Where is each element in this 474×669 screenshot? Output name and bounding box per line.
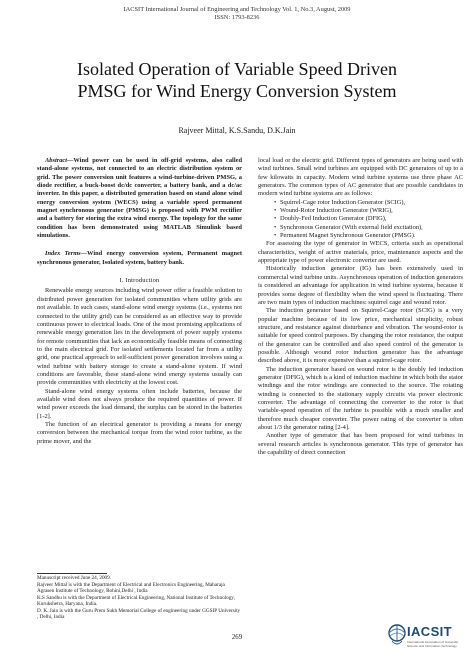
list-item: • Squirrel-Cage rotor Induction Generator (SCIG), [274, 199, 463, 207]
page-number: 269 [231, 634, 243, 641]
abstract-lead: Abstract [45, 157, 68, 164]
title-line-1: Isolated Operation of Variable Speed Driven [76, 59, 398, 79]
footnote-author-1: Rajveer Mittal is with the Department of Electrical and Electronics Engineering, Maharaja Agrasen Institute of Technology, Rohini,Delhi , India [37, 581, 225, 594]
author-list: Rajveer Mittal, K.S.Sandu, D.K.Jain [178, 126, 296, 135]
abstract-text: —Wind power can be used in off-grid systems, also called stand-alone systems, not connected to an electric distribution system or grid. The power conversion unit features a wind-turbine-driven PMSG, a diode rectifier, a buck-boost dc/dc converter, a battery bank, and a dc/ac inverter. In this paper, a distributed generation based on stand alone wind energy conversion system (WECS) using a variable speed permanent magnet synchronous generator (PMSG) is proposed with PWM rectifier and a battery for storing the extra wind energy. The topology for the same condition has been demonstrated using MATLAB Simulink based simulations. [37, 157, 242, 240]
abstract [37, 157, 242, 240]
right-paragraph-2: For assessing the type of generator in WECS, criteria such as operational characteristics, weight of active materials, price, maintenance aspects and the appropriate type of power electronic converter are used. [258, 240, 463, 265]
intro-paragraph-2: Stand-alone wind energy systems often include batteries, because the available wind does not always produce the required quantities of power. If wind power exceeds the load demand, the surplus can be stored in the batteries [1-2]. [37, 387, 242, 420]
footnote-author-3: D. K. Jain is with the Guru Prem Sukh Memorial College of engineering under GGSIP University , Delhi, India [37, 607, 241, 620]
footnote-divider [37, 573, 107, 574]
logo-text: IACSIT [407, 624, 453, 639]
introduction-heading: I. Introduction [119, 277, 160, 285]
index-terms-text: —Wind energy conversion system, Permanent magnet synchronous generator, Isolated system, battery bank. [37, 250, 242, 266]
left-column [37, 157, 242, 446]
journal-issn: ISSN: 1793-8236 [214, 14, 260, 21]
right-paragraph-5: The induction generator based on wound rotor is the doubly fed induction generator (DFIG), which is a kind of induction machine in which both the stator windings and the rotor windings are connected to the source. The rotating winding is connected to the stationary supply circuits via power electronic converter. The advantage of connecting the converter to the rotor is that variable-speed operation of the turbine is possible with a much smaller and therefore much cheaper converter. The power rating of the converter is often about 1/3 the generator rating [2-4]. [258, 365, 463, 431]
list-item: • Synchronous Generator (With external field excitation), [274, 224, 463, 232]
footnote-received: Manuscript received June 24, 2009. [37, 575, 112, 581]
logo-tagline: International Association of Computer Science and Information Technology [407, 640, 459, 648]
title-line-2: PMSG for Wind Energy Conversion System [77, 81, 397, 101]
right-paragraph-4: The induction generator based on Squirrel-Cage rotor (SCIG) is a very popular machine because of its low price, mechanical simplicity, robust structure, and resistance against disturbance and vibration. The wound-rotor is suitable for speed control purposes. By changing the rotor resistance, the output of the generator can be controlled and also speed control of the generator is possible. Although wound rotor induction generator has the advantage described above, it is more expensive than a squirrel-cage rotor. [258, 307, 463, 365]
paper-title [30, 58, 444, 102]
right-paragraph-6: Another type of generator that has been proposed for wind turbines in several research articles is synchronous generator. This type of generator has the capability of direct connection [258, 432, 463, 457]
right-column [258, 157, 463, 457]
list-item: • Wound-Rotor Induction Generator (WRIG), [274, 207, 463, 215]
journal-header [0, 6, 474, 22]
right-paragraph-1: local load or the electric grid. Different types of generators are being used with wind turbines. Small wind turbines are equipped with DC generators of up to a few kilowatts in capacity. Modern wind turbine systems use three phase AC generators. The common types of AC generator that are possible candidates in modern wind turbine systems are as follows: [258, 157, 463, 198]
journal-line: IACSIT International Journal of Engineering and Technology Vol. 1, No.3, August, 2009 [123, 6, 351, 13]
index-terms-lead: Index Terms [45, 250, 81, 258]
footnote-author-2: K.S Sandhu is with the Department of Electrical Engineering, National Institute of Technology, Kurukshetra, Haryana, India. [37, 594, 235, 607]
index-terms [37, 250, 242, 267]
intro-paragraph-3: The function of an electrical generator is providing a means for energy conversion between the mechanical torque from the wind rotor turbine, as the prime mover, and the [37, 420, 242, 445]
intro-paragraph-1: Renewable energy sources including wind power offer a feasible solution to distributed power generation for isolated communities where utility grids are not available. In such cases, stand-alone wind energy systems (i.e., systems not connected to the utility grid) can be considered as an effective way to provide continuous power to electrical loads. One of the most promising applications of renewable energy generation lies in the development of power supply systems for remote communities that lack an economically feasible means of connecting to the main electrical grid. For isolated settlements located far from a utility grid, one practical approach to self-sufficient power generation involves using a wind turbine with battery storage to create a stand-alone system. If wind conditions are favorable, these stand-alone wind energy systems usually can provide communities with electricity at the lowest cost. [37, 287, 242, 387]
footnotes [37, 575, 242, 621]
generator-type-list [258, 199, 463, 241]
right-paragraph-3: Historically induction generator (IG) has been extensively used in commercial wind turbine units. Asynchronous operation of induction generators is considered an advantage for application in wind turbine systems, because it provides some degree of flexibility when the wind speed is fluctuating. There are two main types of induction machines: squirrel cage and wound rotor. [258, 265, 463, 306]
list-item: • Doubly-Fed Induction Generator (DFIG), [274, 215, 463, 223]
list-item: • Permanent Magnet Synchronous Generator (PMSG). [274, 232, 463, 240]
